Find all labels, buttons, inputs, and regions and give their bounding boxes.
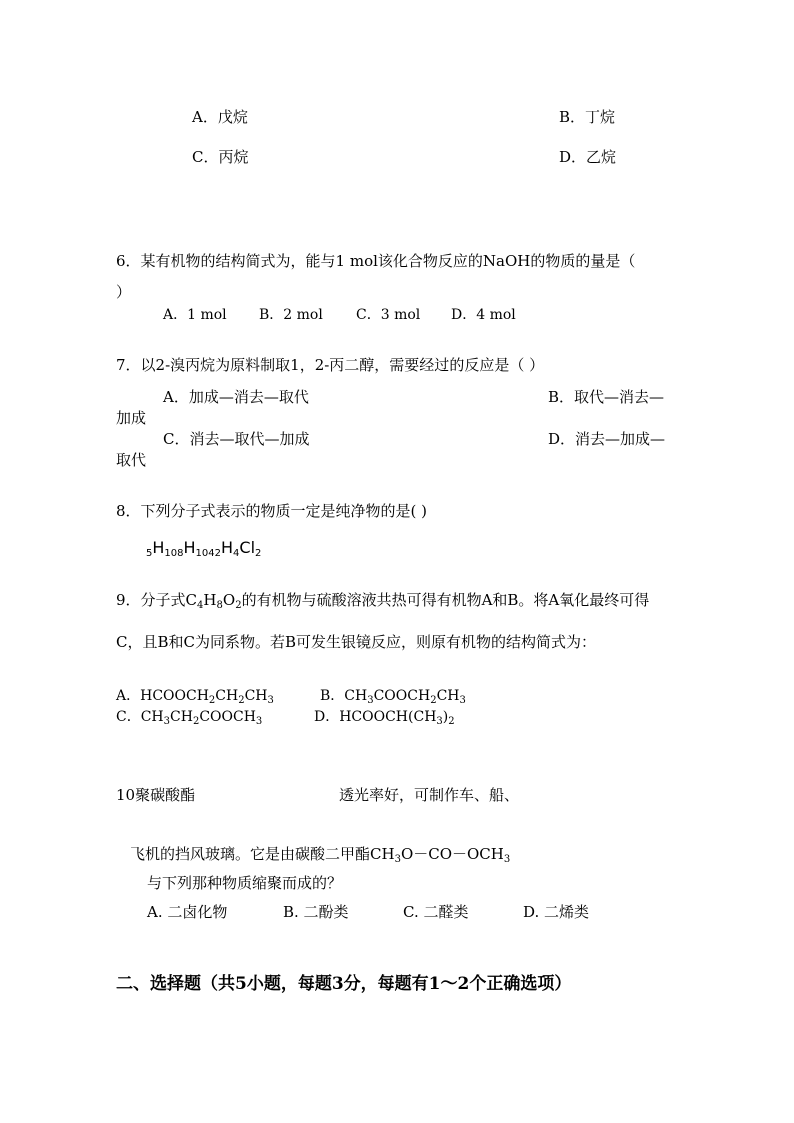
q10-stem-part1: 透光率好，可制作车、船、 (339, 786, 520, 804)
q8-formula-fragments: $_5H_{108}H_{1042}H_4Cl_2$ (146, 538, 262, 559)
q7-option-d-cont: 取代 (116, 451, 147, 469)
q9-option-b: B．$CH_3COOCH_2CH_3$ (320, 688, 466, 706)
q8-stem: 8．下列分子式表示的物质一定是纯净物的是( ) (116, 502, 428, 520)
q9-option-a: A．$HCOOCH_2CH_2CH_3$ (116, 688, 274, 706)
q5-option-c: C．丙烷 (192, 148, 249, 166)
q10-option-d: D. 二烯类 (523, 903, 590, 921)
q5-option-d: D．乙烷 (559, 148, 617, 166)
q10-option-c: C. 二醛类 (403, 903, 469, 921)
q7-option-c: C．消去—取代—加成 (163, 430, 310, 448)
q10-stem-line3: 与下列那种物质缩聚而成的？ (147, 874, 343, 892)
q10-label: 10聚碳酸酯 (116, 786, 196, 804)
q6-option-a: A．1 mol (163, 307, 227, 323)
q10-option-b: B. 二酚类 (283, 903, 349, 921)
q6-stem-close: ） (116, 283, 132, 301)
q9-stem-line2: C，且B和C为同系物。若B可发生银镜反应，则原有机物的结构简式为： (116, 633, 597, 651)
q5-option-b: B．丁烷 (559, 108, 616, 126)
q7-stem: 7．以2-溴丙烷为原料制取1，2-丙二醇，需要经过的反应是（ ） (116, 356, 545, 374)
q7-option-b: B．取代—消去— (548, 388, 665, 406)
q6-option-b: B．2 mol (259, 307, 323, 323)
q10-stem-line2: 飞机的挡风玻璃。它是由碳酸二甲酯$CH_3O-CO-OCH_3$ (130, 845, 511, 865)
section2-heading: 二、选择题（共5小题，每题3分，每题有1～2个正确选项） (116, 974, 572, 994)
q7-option-d: D．消去—加成— (548, 430, 666, 448)
q6-option-d: D．4 mol (451, 307, 516, 323)
q7-option-b-cont: 加成 (116, 409, 147, 427)
q6-option-c: C．3 mol (356, 307, 421, 323)
q9-option-d: D．$HCOOCH(CH_3)_2$ (314, 709, 455, 727)
q6-stem: 6．某有机物的结构简式为，能与1 mol该化合物反应的NaOH的物质的量是（ (116, 252, 636, 270)
q9-option-c: C．$CH_3CH_2COOCH_3$ (116, 709, 263, 727)
q10-option-a: A. 二卤化物 (147, 903, 228, 921)
q7-option-a: A．加成—消去—取代 (163, 388, 309, 406)
q5-option-a: A．戊烷 (192, 108, 248, 126)
q9-stem-line1: 9．分子式$C_4H_8O_2$的有机物与硫酸溶液共热可得有机物A和B。将A氧化最终可得 (116, 591, 650, 611)
